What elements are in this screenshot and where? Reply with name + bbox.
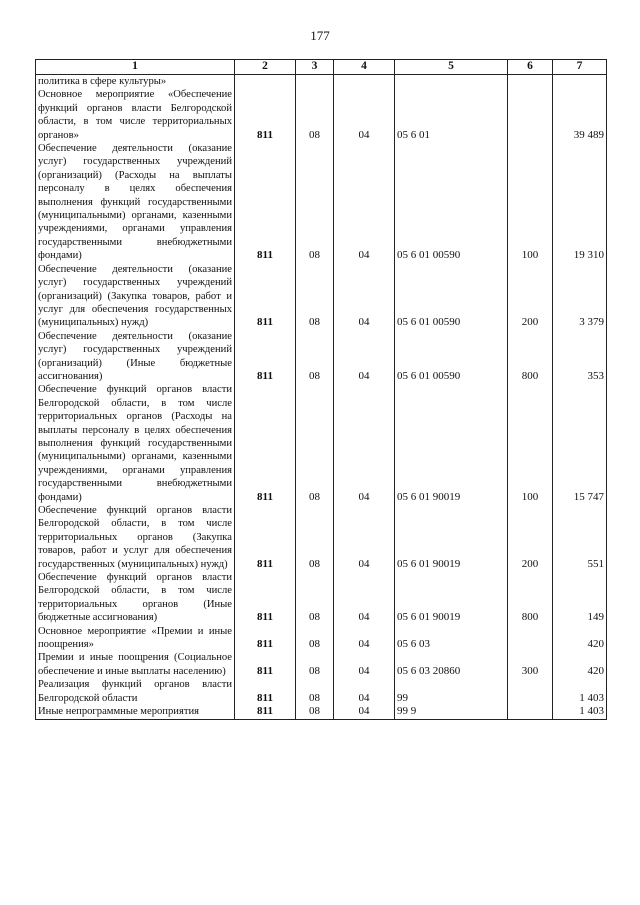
row-name: Обеспечение деятельности (оказание услуг) государственных учреждений (организаций) (Иные бюджетные ассигнования) xyxy=(36,330,235,384)
table-row xyxy=(36,263,607,330)
row-expense-type xyxy=(508,678,553,705)
row-subsection: 04 xyxy=(334,383,395,504)
row-section: 08 xyxy=(296,678,334,705)
row-subsection: 04 xyxy=(334,88,395,142)
row-amount: 15 747 xyxy=(553,383,607,504)
row-name: Премии и иные поощрения (Социальное обеспечение и иные выплаты населению) xyxy=(36,651,235,678)
row-subsection xyxy=(334,75,395,89)
row-expense-type: 800 xyxy=(508,571,553,625)
row-section: 08 xyxy=(296,571,334,625)
row-admin-code: 811 xyxy=(235,142,296,263)
row-admin-code: 811 xyxy=(235,678,296,705)
header-col-6: 6 xyxy=(508,60,553,75)
row-admin-code: 811 xyxy=(235,383,296,504)
table-header-row xyxy=(36,60,607,75)
row-amount: 149 xyxy=(553,571,607,625)
row-target-article: 05 6 01 90019 xyxy=(395,504,508,571)
row-target-article: 05 6 01 00590 xyxy=(395,330,508,384)
row-subsection: 04 xyxy=(334,705,395,719)
row-expense-type: 200 xyxy=(508,263,553,330)
row-expense-type: 200 xyxy=(508,504,553,571)
row-section: 08 xyxy=(296,651,334,678)
table-row xyxy=(36,651,607,678)
row-subsection: 04 xyxy=(334,571,395,625)
row-name: Обеспечение функций органов власти Белгородской области, в том числе территориальных органов (Иные бюджетные ассигнования) xyxy=(36,571,235,625)
row-amount xyxy=(553,75,607,89)
row-amount: 420 xyxy=(553,625,607,652)
row-section: 08 xyxy=(296,705,334,719)
table-row xyxy=(36,75,607,89)
row-section: 08 xyxy=(296,88,334,142)
row-target-article: 05 6 01 xyxy=(395,88,508,142)
row-target-article: 05 6 01 00590 xyxy=(395,142,508,263)
row-admin-code: 811 xyxy=(235,330,296,384)
row-subsection: 04 xyxy=(334,625,395,652)
header-col-7: 7 xyxy=(553,60,607,75)
row-subsection: 04 xyxy=(334,651,395,678)
row-admin-code: 811 xyxy=(235,651,296,678)
header-col-4: 4 xyxy=(334,60,395,75)
row-target-article: 05 6 03 20860 xyxy=(395,651,508,678)
row-name: Иные непрограммные мероприятия xyxy=(36,705,235,719)
row-name: Основное мероприятие «Обеспечение функций органов власти Белгородской области, в том числе территориальных органов» xyxy=(36,88,235,142)
row-name: Основное мероприятие «Премии и иные поощрения» xyxy=(36,625,235,652)
row-amount: 420 xyxy=(553,651,607,678)
row-section: 08 xyxy=(296,383,334,504)
page-number: 177 xyxy=(310,28,330,43)
row-expense-type xyxy=(508,88,553,142)
header-col-3: 3 xyxy=(296,60,334,75)
header-col-1: 1 xyxy=(36,60,235,75)
row-amount: 1 403 xyxy=(553,678,607,705)
row-name: Обеспечение деятельности (оказание услуг) государственных учреждений (организаций) (Расходы на выплаты персоналу в целях обеспечения выполнения функций государственными (муниципальными) органами, казенными учреждениями, органами управления государственными внебюджетными фондами) xyxy=(36,142,235,263)
row-subsection: 04 xyxy=(334,504,395,571)
table-row xyxy=(36,88,607,142)
table-row xyxy=(36,383,607,504)
table-row xyxy=(36,142,607,263)
row-admin-code: 811 xyxy=(235,88,296,142)
row-section: 08 xyxy=(296,142,334,263)
row-expense-type: 100 xyxy=(508,142,553,263)
table-row xyxy=(36,678,607,705)
row-target-article xyxy=(395,75,508,89)
row-expense-type: 300 xyxy=(508,651,553,678)
row-section: 08 xyxy=(296,263,334,330)
row-name: Обеспечение функций органов власти Белгородской области, в том числе территориальных органов (Расходы на выплаты персоналу в целях обеспечения выполнения функций государственными (муниципальными) органами, казенными учреждениями, органами управления государственными внебюджетными фондами) xyxy=(36,383,235,504)
row-expense-type xyxy=(508,75,553,89)
header-col-2: 2 xyxy=(235,60,296,75)
row-admin-code: 811 xyxy=(235,705,296,719)
row-target-article: 05 6 03 xyxy=(395,625,508,652)
row-target-article: 99 xyxy=(395,678,508,705)
row-section xyxy=(296,75,334,89)
row-subsection: 04 xyxy=(334,263,395,330)
row-amount: 353 xyxy=(553,330,607,384)
row-admin-code: 811 xyxy=(235,263,296,330)
row-expense-type xyxy=(508,705,553,719)
row-section: 08 xyxy=(296,330,334,384)
row-admin-code: 811 xyxy=(235,625,296,652)
row-target-article: 05 6 01 90019 xyxy=(395,383,508,504)
row-name: Обеспечение функций органов власти Белгородской области, в том числе территориальных органов (Закупка товаров, работ и услуг для обеспечения государственных (муниципальных) нужд) xyxy=(36,504,235,571)
row-amount: 551 xyxy=(553,504,607,571)
row-target-article: 99 9 xyxy=(395,705,508,719)
row-section: 08 xyxy=(296,625,334,652)
row-expense-type: 100 xyxy=(508,383,553,504)
table-row xyxy=(36,571,607,625)
table-row xyxy=(36,705,607,719)
row-subsection: 04 xyxy=(334,142,395,263)
row-target-article: 05 6 01 90019 xyxy=(395,571,508,625)
row-expense-type xyxy=(508,625,553,652)
row-name: Обеспечение деятельности (оказание услуг) государственных учреждений (организаций) (Закупка товаров, работ и услуг для обеспечения государственных (муниципальных) нужд) xyxy=(36,263,235,330)
row-expense-type: 800 xyxy=(508,330,553,384)
table-row xyxy=(36,330,607,384)
row-name: Реализация функций органов власти Белгородской области xyxy=(36,678,235,705)
row-amount: 39 489 xyxy=(553,88,607,142)
row-amount: 19 310 xyxy=(553,142,607,263)
row-admin-code: 811 xyxy=(235,571,296,625)
table-row xyxy=(36,504,607,571)
row-admin-code: 811 xyxy=(235,504,296,571)
row-target-article: 05 6 01 00590 xyxy=(395,263,508,330)
row-amount: 1 403 xyxy=(553,705,607,719)
row-subsection: 04 xyxy=(334,330,395,384)
row-name: политика в сфере культуры» xyxy=(36,75,235,89)
row-section: 08 xyxy=(296,504,334,571)
row-amount: 3 379 xyxy=(553,263,607,330)
budget-table xyxy=(35,59,607,720)
row-subsection: 04 xyxy=(334,678,395,705)
table-row xyxy=(36,625,607,652)
header-col-5: 5 xyxy=(395,60,508,75)
row-admin-code xyxy=(235,75,296,89)
